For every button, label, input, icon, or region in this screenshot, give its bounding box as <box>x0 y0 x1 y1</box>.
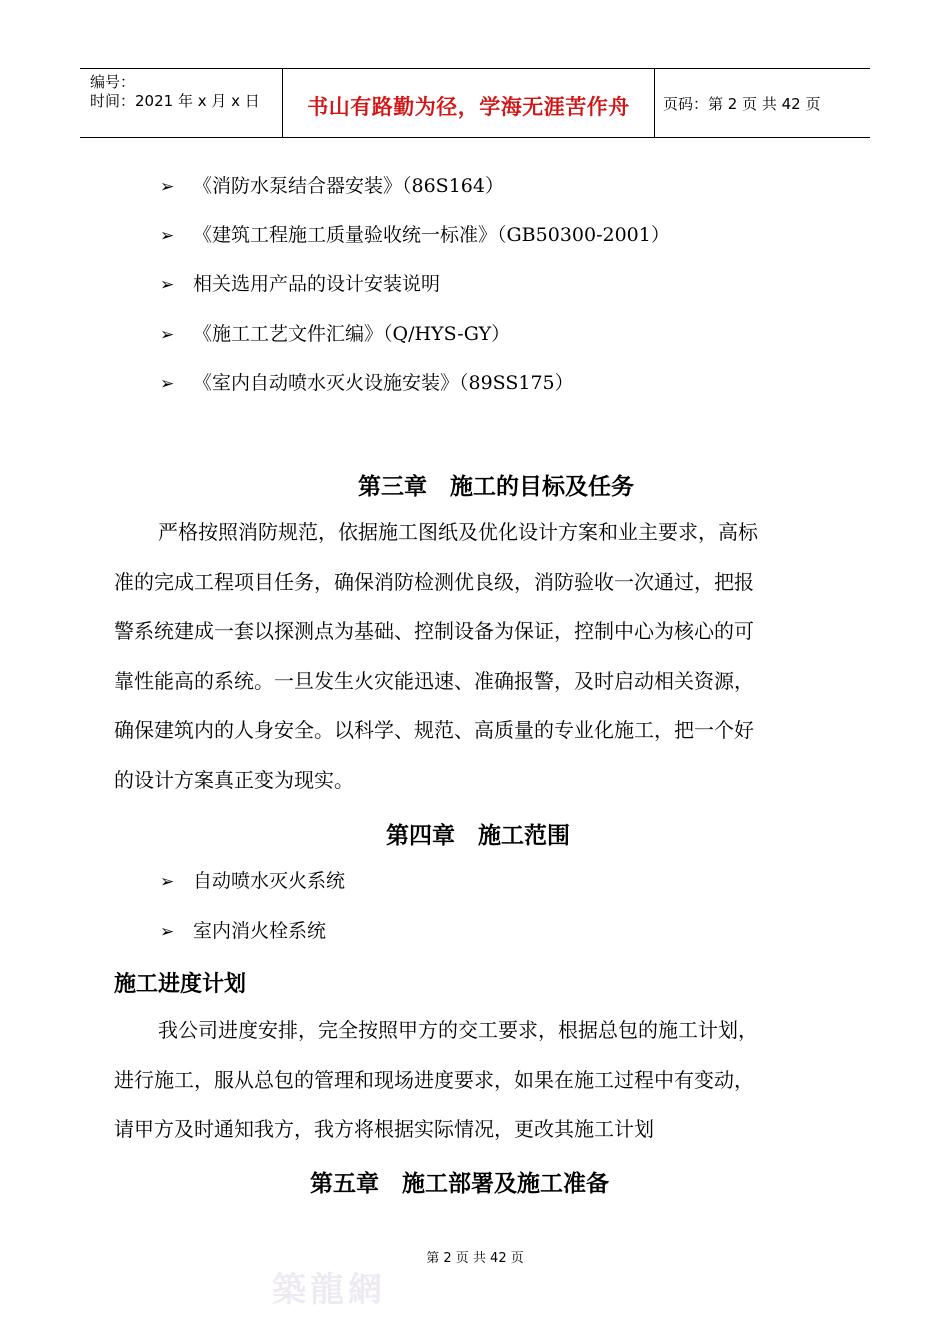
page-footer: 第 2 页 共 42 页 <box>426 1251 524 1266</box>
standard-list-item <box>160 220 670 250</box>
header-motto: 书山有路勤为径，学海无涯苦作舟 <box>307 95 630 119</box>
chapter-5-title: 第五章 施工部署及施工准备 <box>310 1171 609 1197</box>
standard-item-text: 《消防水泵结合器安装》（86S164） <box>193 175 504 197</box>
scope-item-text: 室内消火栓系统 <box>193 920 327 942</box>
chapter-3-paragraph <box>114 508 838 806</box>
arrow-bullet-icon: ➢ <box>160 922 175 942</box>
paragraph-line: 的设计方案真正变为现实。 <box>114 767 354 792</box>
arrow-bullet-icon: ➢ <box>160 226 175 246</box>
arrow-bullet-icon: ➢ <box>160 374 175 394</box>
chapter-3-title: 第三章 施工的目标及任务 <box>358 474 634 500</box>
paragraph-line: 确保建筑内的人身安全。以科学、规范、高质量的专业化施工，把一个好 <box>114 718 754 743</box>
arrow-bullet-icon: ➢ <box>160 275 175 295</box>
standard-list-item <box>160 319 510 349</box>
page-header <box>80 68 870 138</box>
standard-item-text: 《施工工艺文件汇编》（Q/HYS-GY） <box>193 323 511 345</box>
scope-item-text: 自动喷水灭火系统 <box>193 870 346 892</box>
doc-number-label: 编号： <box>90 73 136 91</box>
schedule-paragraph <box>114 1006 838 1155</box>
paragraph-line: 靠性能高的系统。一旦发生火灾能迅速、准确报警，及时启动相关资源， <box>114 668 754 693</box>
paragraph-line: 我公司进度安排，完全按照甲方的交工要求，根据总包的施工计划， <box>158 1018 758 1042</box>
standard-list-item <box>160 171 504 201</box>
standard-item-text: 《建筑工程施工质量验收统一标准》（GB50300-2001） <box>193 224 670 246</box>
paragraph-line: 进行施工，服从总包的管理和现场进度要求，如果在施工过程中有变动， <box>114 1067 754 1092</box>
arrow-bullet-icon: ➢ <box>160 177 175 197</box>
arrow-bullet-icon: ➢ <box>160 872 175 892</box>
standard-list-item <box>160 368 574 398</box>
standard-item-text: 相关选用产品的设计安装说明 <box>193 273 441 295</box>
arrow-bullet-icon: ➢ <box>160 325 175 345</box>
scope-list-item <box>160 916 326 946</box>
standard-list-item <box>160 269 440 299</box>
header-page-cell <box>655 69 870 137</box>
standard-item-text: 《室内自动喷水灭火设施安装》（89SS175） <box>193 372 574 394</box>
header-page-info: 页码：第 2 页 共 42 页 <box>663 95 821 113</box>
paragraph-line: 请甲方及时通知我方，我方将根据实际情况，更改其施工计划 <box>114 1117 654 1142</box>
header-motto-cell <box>283 69 655 137</box>
doc-time-label: 时间：2021 年 x 月 x 日 <box>90 92 260 110</box>
paragraph-line: 警系统建成一套以探测点为基础、控制设备为保证，控制中心为核心的可 <box>114 619 754 644</box>
schedule-heading: 施工进度计划 <box>114 972 247 997</box>
scope-list-item <box>160 866 345 896</box>
header-meta-cell <box>80 69 283 137</box>
paragraph-line: 严格按照消防规范，依据施工图纸及优化设计方案和业主要求，高标 <box>158 520 758 544</box>
watermark-logo: 築龍網 <box>272 1270 386 1310</box>
paragraph-line: 准的完成工程项目任务，确保消防检测优良级，消防验收一次通过，把报 <box>114 569 754 594</box>
chapter-4-title: 第四章 施工范围 <box>386 823 570 849</box>
